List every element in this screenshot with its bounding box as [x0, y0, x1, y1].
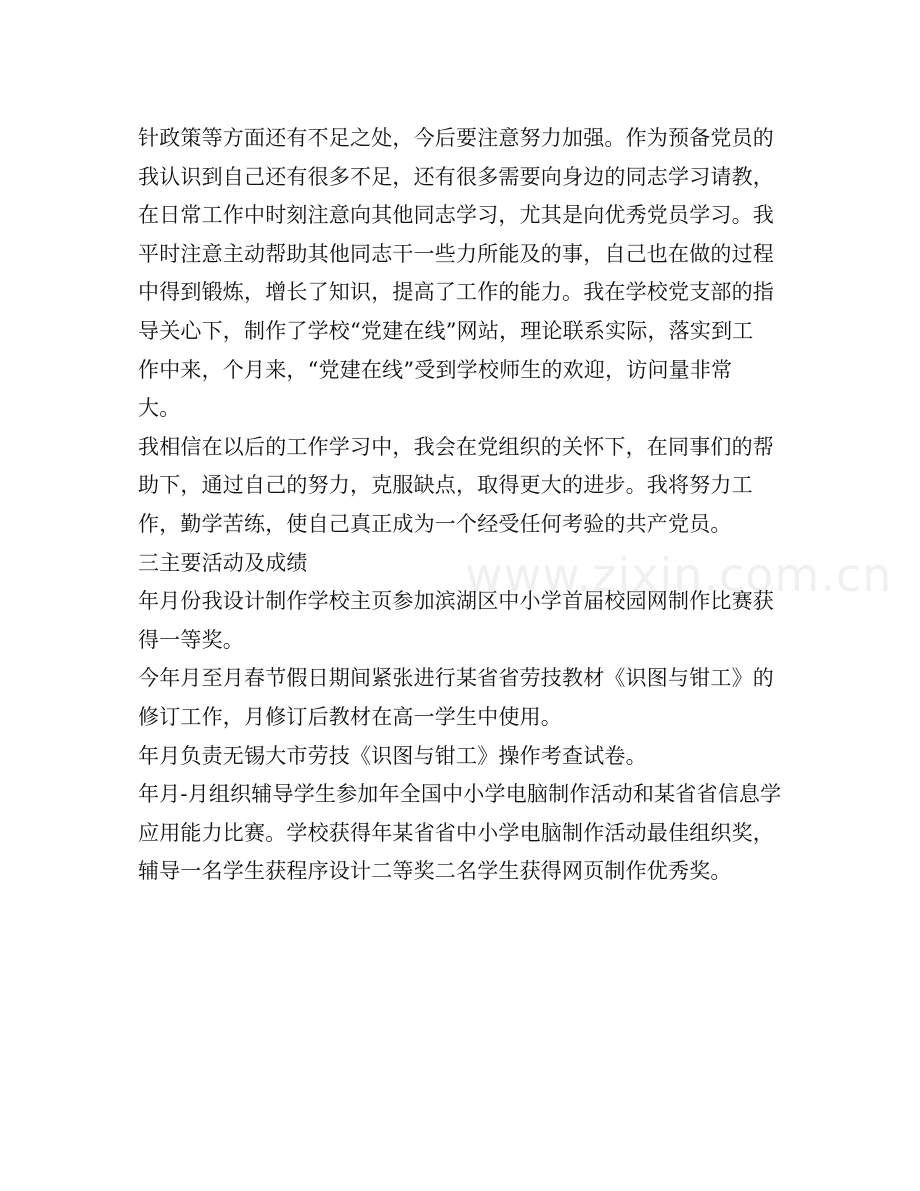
text-line: 助下，通过自己的努力，克服缺点，取得更大的进步。我将努力工: [138, 473, 753, 498]
text-line: 导关心下，制作了学校“党建在线”网站，理论联系实际，落实到工: [138, 318, 754, 343]
text-line: 年月负责无锡大市劳技《识图与钳工》操作考查试卷。: [138, 743, 647, 768]
text-line: 应用能力比赛。学校获得年某省省中小学电脑制作活动最佳组织奖，: [138, 820, 774, 845]
text-line: 年月-月组织辅导学生参加年全国中小学电脑制作活动和某省省信息学: [138, 782, 782, 807]
text-line: 在日常工作中时刻注意向其他同志学习，尤其是向优秀党员学习。我: [138, 203, 774, 228]
text-line: 修订工作，月修订后教材在高一学生中使用。: [138, 704, 562, 729]
text-line: 得一等奖。: [138, 627, 244, 652]
document-body: [138, 119, 788, 891]
watermark-text: www.zixin.com.cn: [465, 548, 893, 602]
text-line: 作，勤学苦练，使自己真正成为一个经受任何考验的共产党员。: [138, 511, 732, 536]
text-line: 辅导一名学生获程序设计二等奖二名学生获得网页制作优秀奖。: [138, 859, 732, 884]
text-line: 针政策等方面还有不足之处，今后要注意努力加强。作为预备党员的: [138, 126, 774, 150]
text-line: 我认识到自己还有很多不足，还有很多需要向身边的同志学习请教，: [138, 164, 774, 189]
text-line: 作中来，个月来，“党建在线”受到学校师生的欢迎，访问量非常: [138, 357, 733, 382]
text-line: 平时注意主动帮助其他同志干一些力所能及的事，自己也在做的过程: [138, 241, 774, 266]
text-line: 中得到锻炼，增长了知识，提高了工作的能力。我在学校党支部的指: [138, 280, 774, 305]
text-line: 大。: [138, 396, 181, 421]
text-line: 我相信在以后的工作学习中，我会在党组织的关怀下，在同事们的帮: [138, 434, 774, 459]
text-line: 今年月至月春节假日期间紧张进行某省省劳技教材《识图与钳工》的: [138, 666, 774, 691]
text-line: 年月份我设计制作学校主页参加滨湖区中小学首届校园网制作比赛获: [138, 589, 774, 614]
section-heading: 三主要活动及成绩: [138, 550, 308, 575]
